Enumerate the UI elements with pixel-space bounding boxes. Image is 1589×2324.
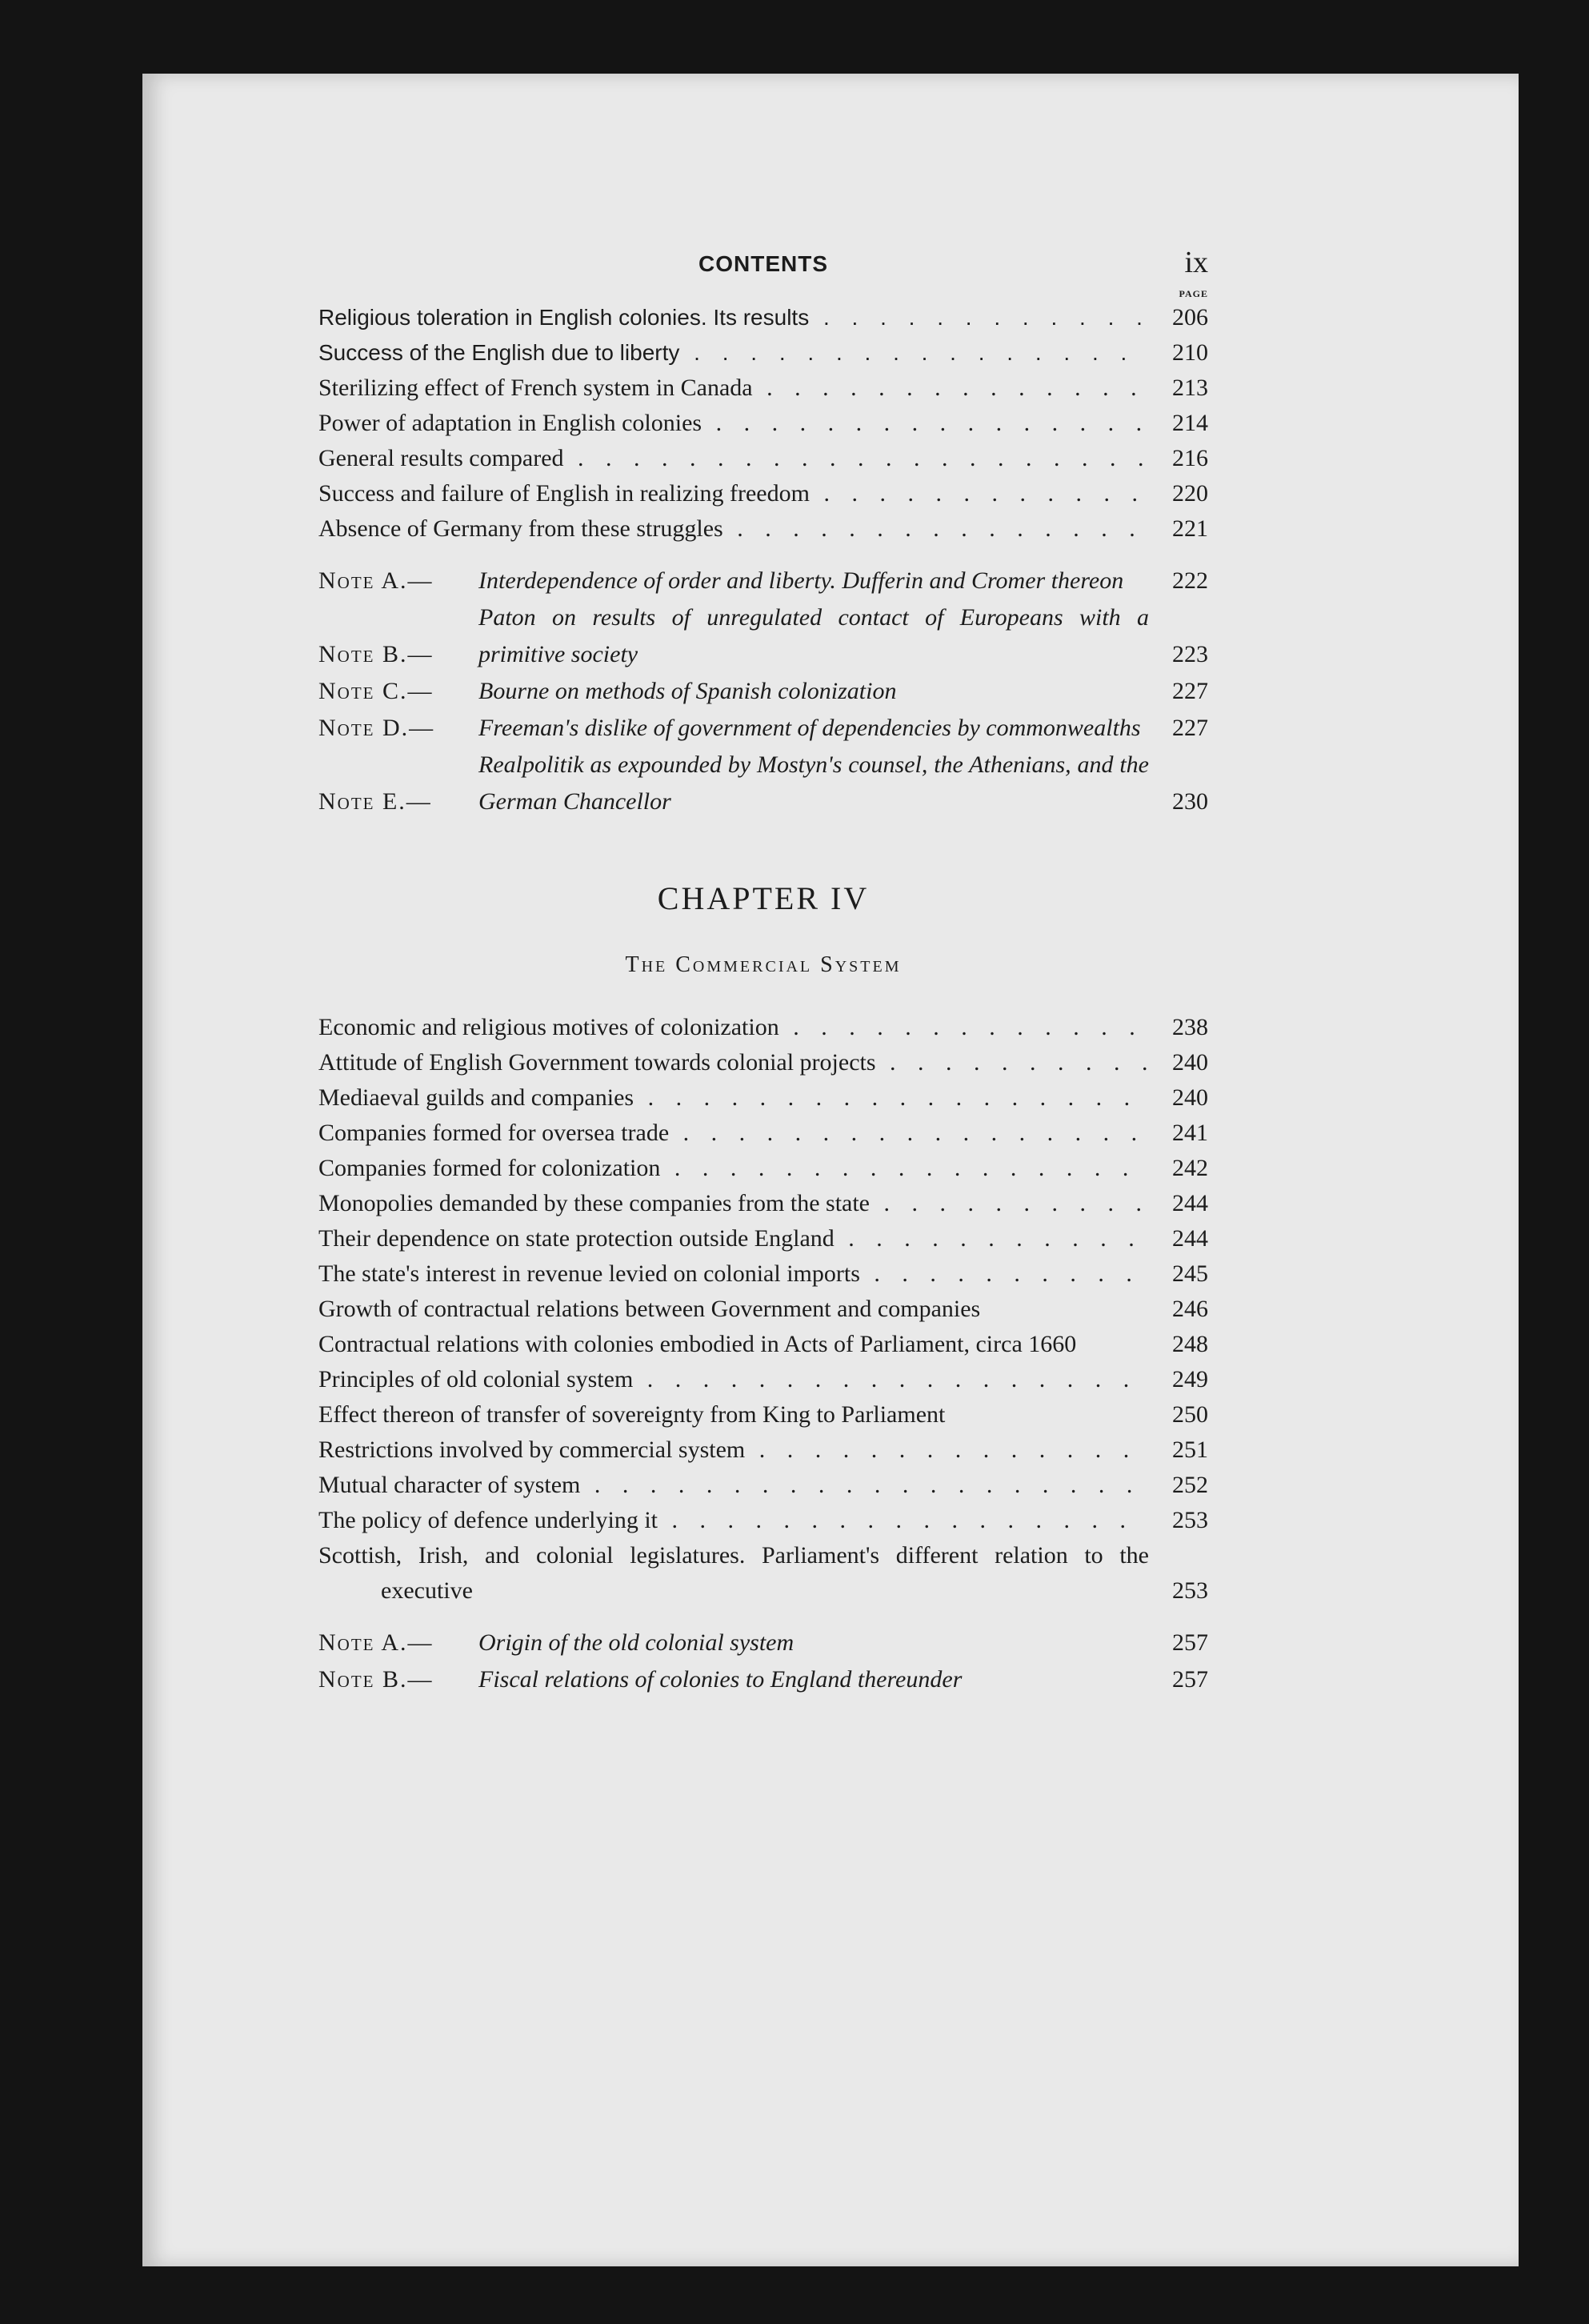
entry-page: 238 [1172, 1014, 1208, 1040]
entry-page: 244 [1172, 1225, 1208, 1252]
section-1-entries [318, 300, 1208, 547]
entry-text: Companies formed for colonization . . . [318, 1151, 1149, 1186]
entry-page: 246 [1172, 1296, 1208, 1322]
toc-entry [318, 476, 1208, 511]
entry-text: Religious toleration in English colonies. Its results . . . [318, 300, 1149, 335]
entry-text: Monopolies demanded by these companies from the state . . . [318, 1186, 1149, 1221]
section-2-entries [318, 1010, 1208, 1609]
toc-entry [318, 1045, 1208, 1080]
entry-text: Contractual relations with colonies embodied in Acts of Parliament, circa 1660 [318, 1331, 1077, 1357]
toc-entry [318, 1080, 1208, 1116]
entry-page: 242 [1172, 1155, 1208, 1181]
note-page: 257 [1172, 1666, 1208, 1693]
note-label: Note B.— [318, 641, 434, 667]
note-entry [318, 599, 1208, 673]
section-1-notes [318, 563, 1208, 820]
note-entry [318, 710, 1208, 747]
entry-page: 206 [1172, 304, 1208, 331]
note-entry [318, 1625, 1208, 1661]
entry-text: Sterilizing effect of French system in Canada . . . [318, 371, 1149, 406]
toc-entry [318, 335, 1208, 371]
book-page [142, 74, 1519, 2266]
entry-text: Effect thereon of transfer of sovereignty from King to Parliament [318, 1401, 946, 1428]
note-page: 257 [1172, 1629, 1208, 1656]
note-text: Bourne on methods of Spanish colonization [478, 678, 897, 704]
toc-entry [318, 1186, 1208, 1221]
entry-text: Scottish, Irish, and colonial legislatures. Parliament's different relation to the executive [318, 1542, 1149, 1604]
note-page: 223 [1172, 641, 1208, 667]
toc-entry [318, 1468, 1208, 1503]
entry-page: 210 [1172, 339, 1208, 366]
entry-text: Mediaeval guilds and companies . . . [318, 1080, 1149, 1116]
entry-text: Their dependence on state protection outside England . . . [318, 1221, 1149, 1256]
running-head [318, 246, 1208, 286]
toc-entry [318, 1538, 1208, 1609]
entry-page: 240 [1172, 1084, 1208, 1111]
entry-page: 244 [1172, 1190, 1208, 1216]
toc-entry [318, 406, 1208, 441]
note-page: 222 [1172, 567, 1208, 594]
toc-entry [318, 1362, 1208, 1397]
entry-page: 214 [1172, 410, 1208, 436]
entry-text: The policy of defence underlying it . . . [318, 1503, 1149, 1538]
entry-text: Power of adaptation in English colonies . . . [318, 406, 1149, 441]
toc-entry [318, 1151, 1208, 1186]
toc-entry [318, 1292, 1208, 1327]
toc-entry [318, 1432, 1208, 1468]
toc-entry [318, 1221, 1208, 1256]
entry-page: 253 [1172, 1577, 1208, 1604]
chapter-subtitle: The Commercial System [625, 952, 902, 977]
running-title: CONTENTS [698, 251, 828, 276]
toc-entry [318, 441, 1208, 476]
note-label: Note E.— [318, 788, 432, 815]
toc-entry [318, 300, 1208, 335]
entry-text: Companies formed for oversea trade . . . [318, 1116, 1149, 1151]
toc-entry [318, 1010, 1208, 1045]
entry-text: Economic and religious motives of colonization . . . [318, 1010, 1149, 1045]
contents-column [318, 246, 1208, 1698]
note-label: Note A.— [318, 567, 434, 594]
entry-page: 221 [1172, 515, 1208, 542]
entry-text: Growth of contractual relations between Government and companies [318, 1296, 981, 1322]
note-page: 230 [1172, 788, 1208, 815]
page-number: ix [1184, 246, 1208, 279]
entry-text: Restrictions involved by commercial system . . . [318, 1432, 1149, 1468]
spacer [318, 1609, 1208, 1625]
note-entry [318, 673, 1208, 710]
toc-entry [318, 1116, 1208, 1151]
note-page: 227 [1172, 678, 1208, 704]
entry-page: 213 [1172, 375, 1208, 401]
entry-page: 253 [1172, 1507, 1208, 1533]
note-text: Freeman's dislike of government of dependencies by commonwealths [478, 715, 1141, 741]
entry-page: 248 [1172, 1331, 1208, 1357]
note-page: 227 [1172, 715, 1208, 741]
entry-text: General results compared . . . [318, 441, 1149, 476]
note-label: Note A.— [318, 1629, 434, 1656]
note-label: Note D.— [318, 715, 435, 741]
note-entry [318, 1661, 1208, 1698]
note-text: Realpolitik as expounded by Mostyn's counsel, the Athenians, and the German Chancellor [478, 751, 1149, 815]
entry-text: Absence of Germany from these struggles . . . [318, 511, 1149, 547]
note-entry [318, 563, 1208, 599]
note-text: Interdependence of order and liberty. Dufferin and Cromer thereon [478, 567, 1124, 594]
note-text: Fiscal relations of colonies to England thereunder [478, 1666, 963, 1693]
note-label: Note C.— [318, 678, 434, 704]
toc-entry [318, 1327, 1208, 1362]
spacer [318, 547, 1208, 563]
section-2-notes [318, 1625, 1208, 1698]
entry-page: 216 [1172, 445, 1208, 471]
toc-entry [318, 1256, 1208, 1292]
entry-page: 251 [1172, 1436, 1208, 1463]
note-text: Paton on results of unregulated contact of Europeans with a primitive society [478, 604, 1149, 667]
page-column-label: PAGE [1179, 288, 1208, 299]
entry-page: 249 [1172, 1366, 1208, 1392]
entry-text: The state's interest in revenue levied on colonial imports . . . [318, 1256, 1149, 1292]
entry-page: 245 [1172, 1260, 1208, 1287]
entry-text: Principles of old colonial system . . . [318, 1362, 1149, 1397]
entry-page: 241 [1172, 1120, 1208, 1146]
entry-page: 220 [1172, 480, 1208, 507]
toc-entry [318, 371, 1208, 406]
entry-page: 240 [1172, 1049, 1208, 1076]
note-text: Origin of the old colonial system [478, 1629, 794, 1656]
toc-entry [318, 1503, 1208, 1538]
entry-text: Success of the English due to liberty . . . [318, 335, 1149, 371]
note-entry [318, 747, 1208, 820]
entry-page: 252 [1172, 1472, 1208, 1498]
entry-page: 250 [1172, 1401, 1208, 1428]
entry-text: Attitude of English Government towards colonial projects . . . [318, 1045, 1149, 1080]
note-label: Note B.— [318, 1666, 434, 1693]
toc-entry [318, 1397, 1208, 1432]
entry-text: Mutual character of system . . . [318, 1468, 1149, 1503]
toc-entry [318, 511, 1208, 547]
entry-text: Success and failure of English in realizing freedom . . . [318, 476, 1149, 511]
chapter-heading: CHAPTER IV [657, 880, 870, 916]
